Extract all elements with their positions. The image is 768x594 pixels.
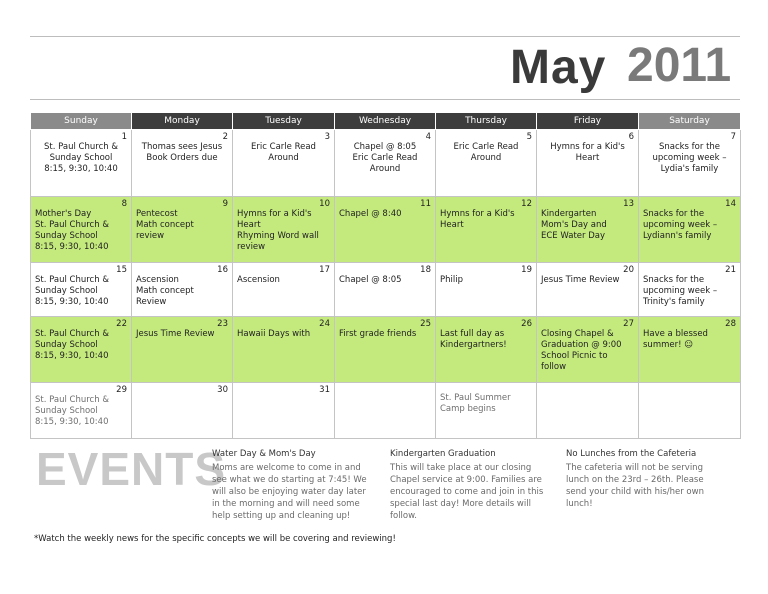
day-notes: Hymns for a Kid's Heart	[440, 209, 515, 230]
day-cell	[233, 130, 335, 197]
day-cell	[233, 383, 335, 439]
day-notes: St. Paul Church & Sunday School 8:15, 9:30, 10:40	[44, 142, 118, 174]
day-number: 18	[420, 265, 431, 275]
event-body: This will take place at our closing Chapel service at 9:00. Families are encouraged to come and join in this special last day! More details will follow.	[390, 463, 544, 521]
day-notes: Thomas sees Jesus Book Orders due	[141, 142, 223, 163]
day-cell	[335, 197, 436, 263]
day-cell	[639, 197, 741, 263]
day-number: 7	[730, 132, 736, 142]
day-cell	[31, 263, 132, 317]
day-cell	[436, 197, 537, 263]
day-cell	[132, 383, 233, 439]
day-cell	[335, 263, 436, 317]
event-graduation	[390, 448, 555, 522]
day-cell-empty	[436, 383, 537, 439]
top-rule	[30, 36, 740, 37]
day-notes: Chapel @ 8:40	[339, 209, 402, 219]
day-notes: Eric Carle Read Around	[251, 142, 316, 163]
day-number: 14	[725, 199, 736, 209]
day-notes: Have a blessed summer! ☺	[643, 329, 708, 350]
day-number: 23	[217, 319, 228, 329]
day-number: 13	[623, 199, 634, 209]
day-cell	[335, 130, 436, 197]
day-notes: Ascension	[237, 275, 280, 285]
day-notes: St. Paul Church & Sunday School 8:15, 9:30, 10:40	[35, 395, 109, 427]
day-cell	[436, 130, 537, 197]
day-cell	[233, 197, 335, 263]
day-notes: Kindergarten Mom's Day and ECE Water Day	[541, 209, 607, 241]
week-row-4	[31, 317, 741, 383]
day-notes: Eric Carle Read Around	[453, 142, 519, 163]
day-number: 2	[222, 132, 228, 142]
event-heading: Water Day & Mom's Day	[212, 449, 316, 459]
event-body: Moms are welcome to come in and see what we do starting at 7:45! We will also be enjoying water day later in the morning and will need some help setting up and cleaning up!	[212, 463, 367, 521]
day-number: 29	[116, 385, 127, 395]
week-row-3	[31, 263, 741, 317]
event-heading: Kindergarten Graduation	[390, 449, 496, 459]
weekday-tuesday: Tuesday	[233, 113, 335, 130]
day-cell	[639, 317, 741, 383]
day-notes: Philip	[440, 275, 463, 285]
day-cell	[31, 130, 132, 197]
day-cell	[537, 197, 639, 263]
day-cell	[31, 197, 132, 263]
day-number: 8	[121, 199, 127, 209]
day-number: 20	[623, 265, 634, 275]
day-number: 27	[623, 319, 634, 329]
day-notes: St. Paul Summer Camp begins	[440, 393, 511, 414]
day-cell	[132, 263, 233, 317]
day-number: 4	[425, 132, 431, 142]
day-number: 15	[116, 265, 127, 275]
weekday-friday: Friday	[537, 113, 639, 130]
weekday-header-row	[31, 113, 741, 130]
day-number: 30	[217, 385, 228, 395]
day-notes: Snacks for the upcoming week – Lydia's family	[652, 142, 727, 174]
event-body: The cafeteria will not be serving lunch on the 23rd – 26th. Please send your child with his/her own lunch!	[566, 463, 704, 509]
weekday-monday: Monday	[132, 113, 233, 130]
day-cell	[132, 130, 233, 197]
day-number: 16	[217, 265, 228, 275]
day-cell-empty	[537, 383, 639, 439]
event-water-day	[212, 448, 372, 522]
day-notes: St. Paul Church & Sunday School 8:15, 9:30, 10:40	[35, 275, 109, 307]
day-number: 31	[319, 385, 330, 395]
day-number: 19	[521, 265, 532, 275]
day-notes: Snacks for the upcoming week – Lydiann's family	[643, 209, 718, 241]
day-cell	[132, 317, 233, 383]
week-row-5	[31, 383, 741, 439]
day-cell-empty	[335, 383, 436, 439]
week-row-1	[31, 130, 741, 197]
event-heading: No Lunches from the Cafeteria	[566, 449, 697, 459]
day-cell	[335, 317, 436, 383]
day-number: 10	[319, 199, 330, 209]
day-number: 21	[725, 265, 736, 275]
day-number: 28	[725, 319, 736, 329]
year-title: 2011	[627, 39, 732, 92]
day-notes: Jesus Time Review	[541, 275, 620, 285]
title-rule	[30, 99, 740, 100]
day-cell	[436, 263, 537, 317]
day-cell	[233, 317, 335, 383]
day-cell	[31, 383, 132, 439]
day-cell	[31, 317, 132, 383]
event-no-lunches	[566, 448, 726, 510]
day-cell	[233, 263, 335, 317]
weekday-saturday: Saturday	[639, 113, 741, 130]
day-number: 5	[526, 132, 532, 142]
day-cell	[639, 263, 741, 317]
day-notes: St. Paul Church & Sunday School 8:15, 9:30, 10:40	[35, 329, 109, 361]
day-number: 26	[521, 319, 532, 329]
week-row-2	[31, 197, 741, 263]
day-notes: Hymns for a Kid's Heart Rhyming Word wall review	[237, 209, 319, 252]
day-number: 17	[319, 265, 330, 275]
day-notes: Mother's Day St. Paul Church & Sunday School 8:15, 9:30, 10:40	[35, 209, 109, 252]
day-cell	[537, 317, 639, 383]
day-number: 12	[521, 199, 532, 209]
day-number: 24	[319, 319, 330, 329]
calendar-grid	[30, 112, 741, 439]
day-number: 11	[420, 199, 431, 209]
day-notes: Closing Chapel & Graduation @ 9:00 School Picnic to follow	[541, 329, 622, 372]
weekday-thursday: Thursday	[436, 113, 537, 130]
day-notes: Ascension Math concept Review	[136, 275, 194, 307]
day-number: 25	[420, 319, 431, 329]
weekday-sunday: Sunday	[31, 113, 132, 130]
day-cell	[436, 317, 537, 383]
day-notes: Snacks for the upcoming week – Trinity's family	[643, 275, 718, 307]
day-notes: Pentecost Math concept review	[136, 209, 194, 241]
day-notes: Last full day as Kindergartners!	[440, 329, 507, 350]
day-number: 6	[628, 132, 634, 142]
day-cell	[132, 197, 233, 263]
events-title: EVENTS	[36, 443, 227, 495]
day-notes: First grade friends	[339, 329, 417, 339]
day-notes: Jesus Time Review	[136, 329, 215, 339]
day-number: 1	[121, 132, 127, 142]
weekday-wednesday: Wednesday	[335, 113, 436, 130]
day-notes: Hawaii Days with	[237, 329, 311, 339]
day-cell-empty	[639, 383, 741, 439]
day-number: 22	[116, 319, 127, 329]
day-number: 9	[222, 199, 228, 209]
month-title: May	[510, 41, 607, 94]
day-number: 3	[324, 132, 330, 142]
day-cell	[537, 130, 639, 197]
day-notes: Hymns for a Kid's Heart	[550, 142, 625, 163]
footnote: *Watch the weekly news for the specific concepts we will be covering and reviewing!	[34, 534, 396, 544]
day-notes: Chapel @ 8:05	[339, 275, 402, 285]
day-notes: Chapel @ 8:05 Eric Carle Read Around	[352, 142, 418, 174]
day-cell	[537, 263, 639, 317]
day-cell	[639, 130, 741, 197]
